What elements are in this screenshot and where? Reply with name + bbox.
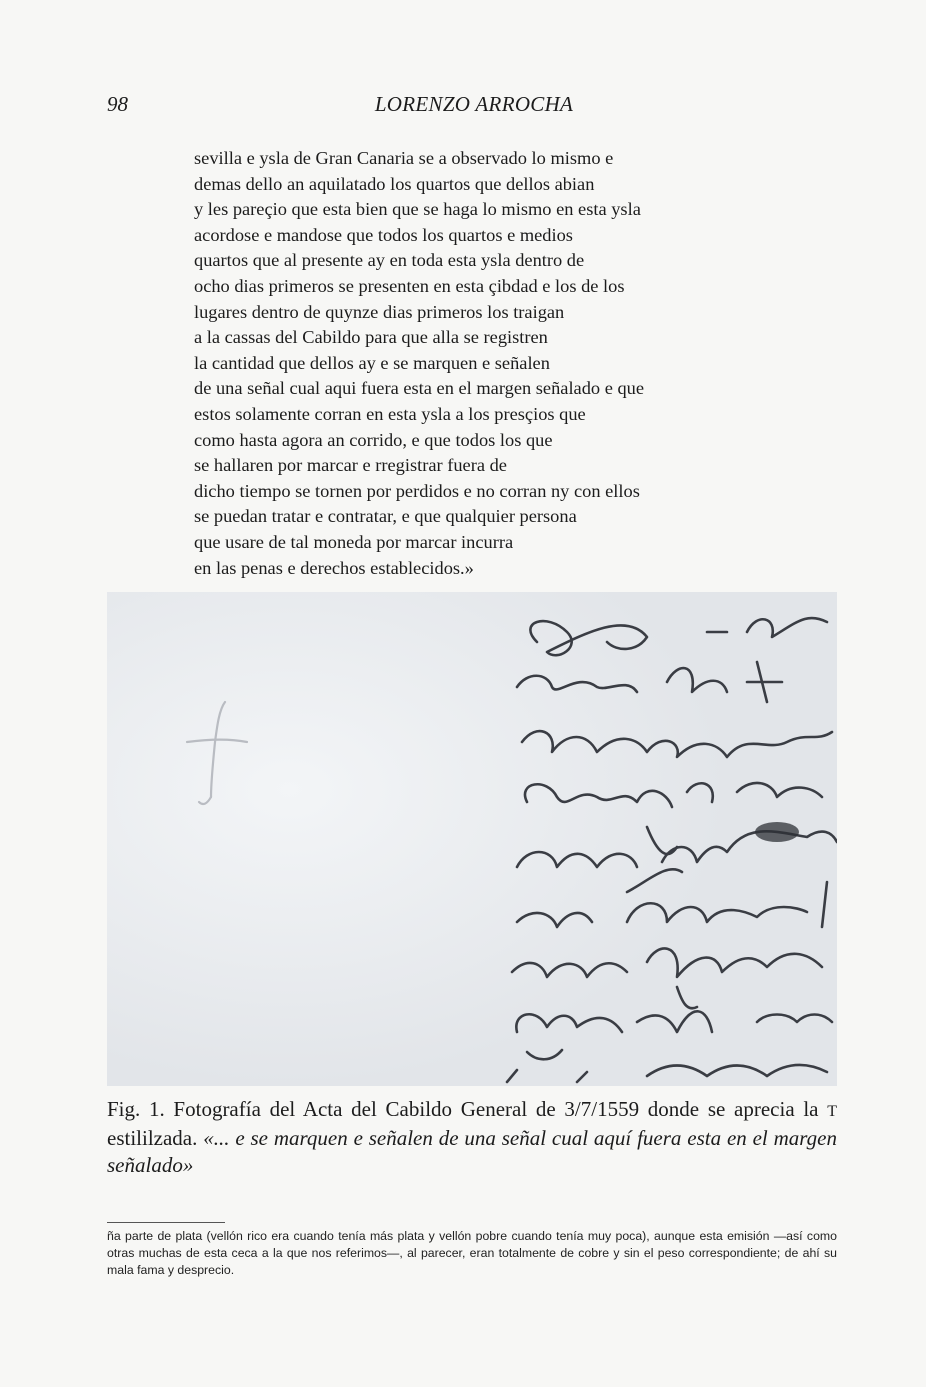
quote-line: en las penas e derechos establecidos.»	[194, 557, 474, 578]
caption-quote: «... e se marquen e señalen de una señal cual aquí fuera esta en el margen señalado»	[107, 1126, 837, 1177]
quote-line: estos solamente corran en esta ysla a los presçios que	[194, 403, 586, 424]
quote-line: demas dello an aquilatado los quartos que dellos abian	[194, 173, 595, 194]
quote-line: la cantidad que dellos ay e se marquen e señalen	[194, 352, 550, 373]
quote-line: que usare de tal moneda por marcar incurra	[194, 531, 514, 552]
page-number: 98	[107, 92, 128, 116]
caption-lead: Fig. 1. Fotografía del Acta del Cabildo General de 3/7/1559 donde se aprecia la	[107, 1097, 828, 1121]
running-head: LORENZO ARROCHA	[374, 92, 574, 116]
quote-line: quartos que al presente ay en toda esta ysla dentro de	[194, 250, 585, 271]
quoted-passage	[194, 146, 814, 581]
ink-blot	[755, 822, 799, 842]
quote-line: acordose e mandose que todos los quartos e medios	[194, 224, 573, 245]
quote-line: dicho tiempo se tornen por perdidos e no corran ny con ellos	[194, 480, 640, 501]
quote-line: y les pareçio que esta bien que se haga lo mismo en esta ysla	[194, 199, 641, 220]
quote-line: de una señal cual aqui fuera esta en el margen señalado e que	[194, 378, 645, 399]
manuscript-photograph	[107, 592, 837, 1086]
footnote-rule	[107, 1222, 225, 1223]
quote-line: se hallaren por marcar e rregistrar fuera de	[194, 455, 507, 476]
caption-letter: T	[827, 1103, 837, 1120]
quote-line: ocho dias primeros se presenten en esta çibdad e los de los	[194, 275, 625, 296]
footnote: ña parte de plata (vellón rico era cuando tenía más plata y vellón pobre cuando tenía muy poca), aunque esta emisión —así como otras muchas de esta ceca a la que nos referimos—, al parecer, eran totalmente de cobre y sin el peso correspondiente; de ahí su mala fama y desprecio.	[107, 1229, 837, 1277]
caption-after-letter: estililzada.	[107, 1126, 204, 1150]
quote-line: como hasta agora an corrido, e que todos los que	[194, 429, 553, 450]
figure-caption	[107, 1096, 837, 1179]
quote-line: se puedan tratar e contratar, e que qualquier persona	[194, 506, 577, 527]
quote-line: lugares dentro de quynze dias primeros los traigan	[194, 301, 565, 322]
handwriting-illustration	[107, 592, 837, 1086]
quote-line: a la cassas del Cabildo para que alla se registren	[194, 327, 548, 348]
quote-line: sevilla e ysla de Gran Canaria se a observado lo mismo e	[194, 148, 614, 168]
